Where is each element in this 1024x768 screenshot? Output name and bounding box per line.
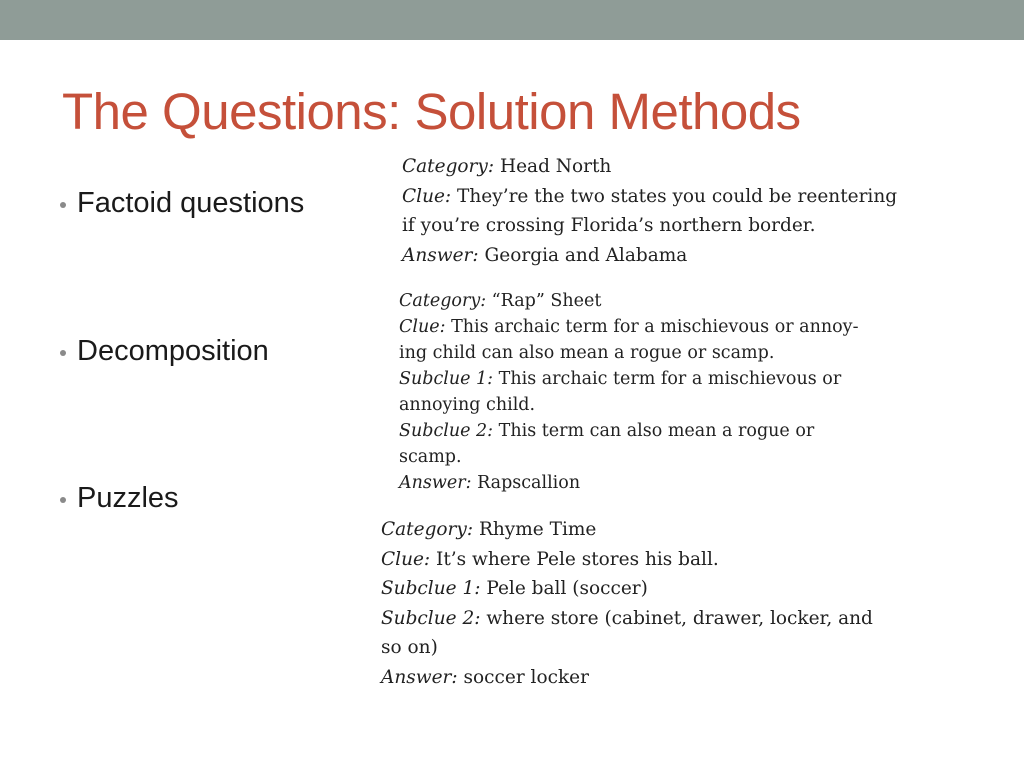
answer-label: Answer: (399, 473, 472, 493)
clue-line-continued: ing child can also mean a rogue or scamp. (399, 343, 775, 363)
category-label: Category: (402, 156, 495, 177)
category-value: Head North (494, 156, 612, 177)
category-label: Category: (381, 519, 474, 540)
clue-line-continued: if you’re crossing Florida’s northern border. (402, 215, 816, 236)
subclue-1-line (381, 574, 873, 604)
clue-text: They’re the two states you could be reentering (451, 185, 898, 207)
bullet-item-puzzles (60, 482, 179, 515)
bullet-label: Puzzles (77, 482, 179, 514)
bullet-icon (60, 202, 66, 208)
subclue-2-text: This term can also mean a rogue or (493, 421, 815, 441)
subclue-2-line (399, 418, 858, 444)
clue-text: It’s where Pele stores his ball. (430, 548, 719, 570)
answer-value: Rapscallion (471, 473, 581, 493)
category-value: “Rap” Sheet (486, 291, 602, 311)
subclue-2-label: Subclue 2: (399, 421, 494, 441)
puzzle-example (381, 515, 873, 692)
bullet-label: Decomposition (77, 335, 269, 367)
bullet-item-factoid (60, 187, 304, 220)
bullet-icon (60, 497, 66, 503)
subclue-1-text: This archaic term for a mischievous or (493, 369, 842, 389)
clue-line (381, 545, 873, 575)
answer-label: Answer: (381, 666, 458, 688)
answer-value: Georgia and Alabama (478, 244, 688, 266)
bullet-item-decomposition (60, 335, 269, 368)
clue-label: Clue: (399, 317, 446, 337)
category-line (381, 515, 873, 545)
header-bar (0, 0, 1024, 40)
subclue-1-line-continued: annoying child. (399, 395, 536, 415)
clue-text: This archaic term for a mischievous or annoy- (445, 317, 859, 337)
subclue-2-label: Subclue 2: (381, 607, 481, 629)
subclue-2-text: where store (cabinet, drawer, locker, and (480, 607, 873, 629)
subclue-1-line (399, 366, 858, 392)
category-line (402, 152, 897, 182)
subclue-2-line-continued: so on) (381, 637, 438, 658)
clue-label: Clue: (402, 185, 452, 207)
clue-line (402, 182, 897, 212)
subclue-1-label: Subclue 1: (399, 369, 494, 389)
category-line (399, 288, 858, 314)
answer-line (381, 663, 873, 693)
answer-label: Answer: (402, 244, 479, 266)
bullet-icon (60, 350, 66, 356)
decomposition-example (399, 288, 858, 496)
subclue-1-label: Subclue 1: (381, 578, 481, 599)
answer-line (402, 241, 897, 271)
bullet-label: Factoid questions (77, 187, 305, 219)
factoid-example (402, 152, 897, 270)
clue-line (399, 314, 858, 340)
category-value: Rhyme Time (473, 519, 597, 540)
clue-label: Clue: (381, 548, 431, 570)
subclue-2-line-continued: scamp. (399, 447, 462, 467)
answer-value: soccer locker (457, 666, 589, 688)
answer-line (399, 470, 858, 496)
category-label: Category: (399, 291, 487, 311)
subclue-1-text: Pele ball (soccer) (480, 578, 648, 599)
slide-title: The Questions: Solution Methods (62, 83, 801, 140)
subclue-2-line (381, 604, 873, 634)
